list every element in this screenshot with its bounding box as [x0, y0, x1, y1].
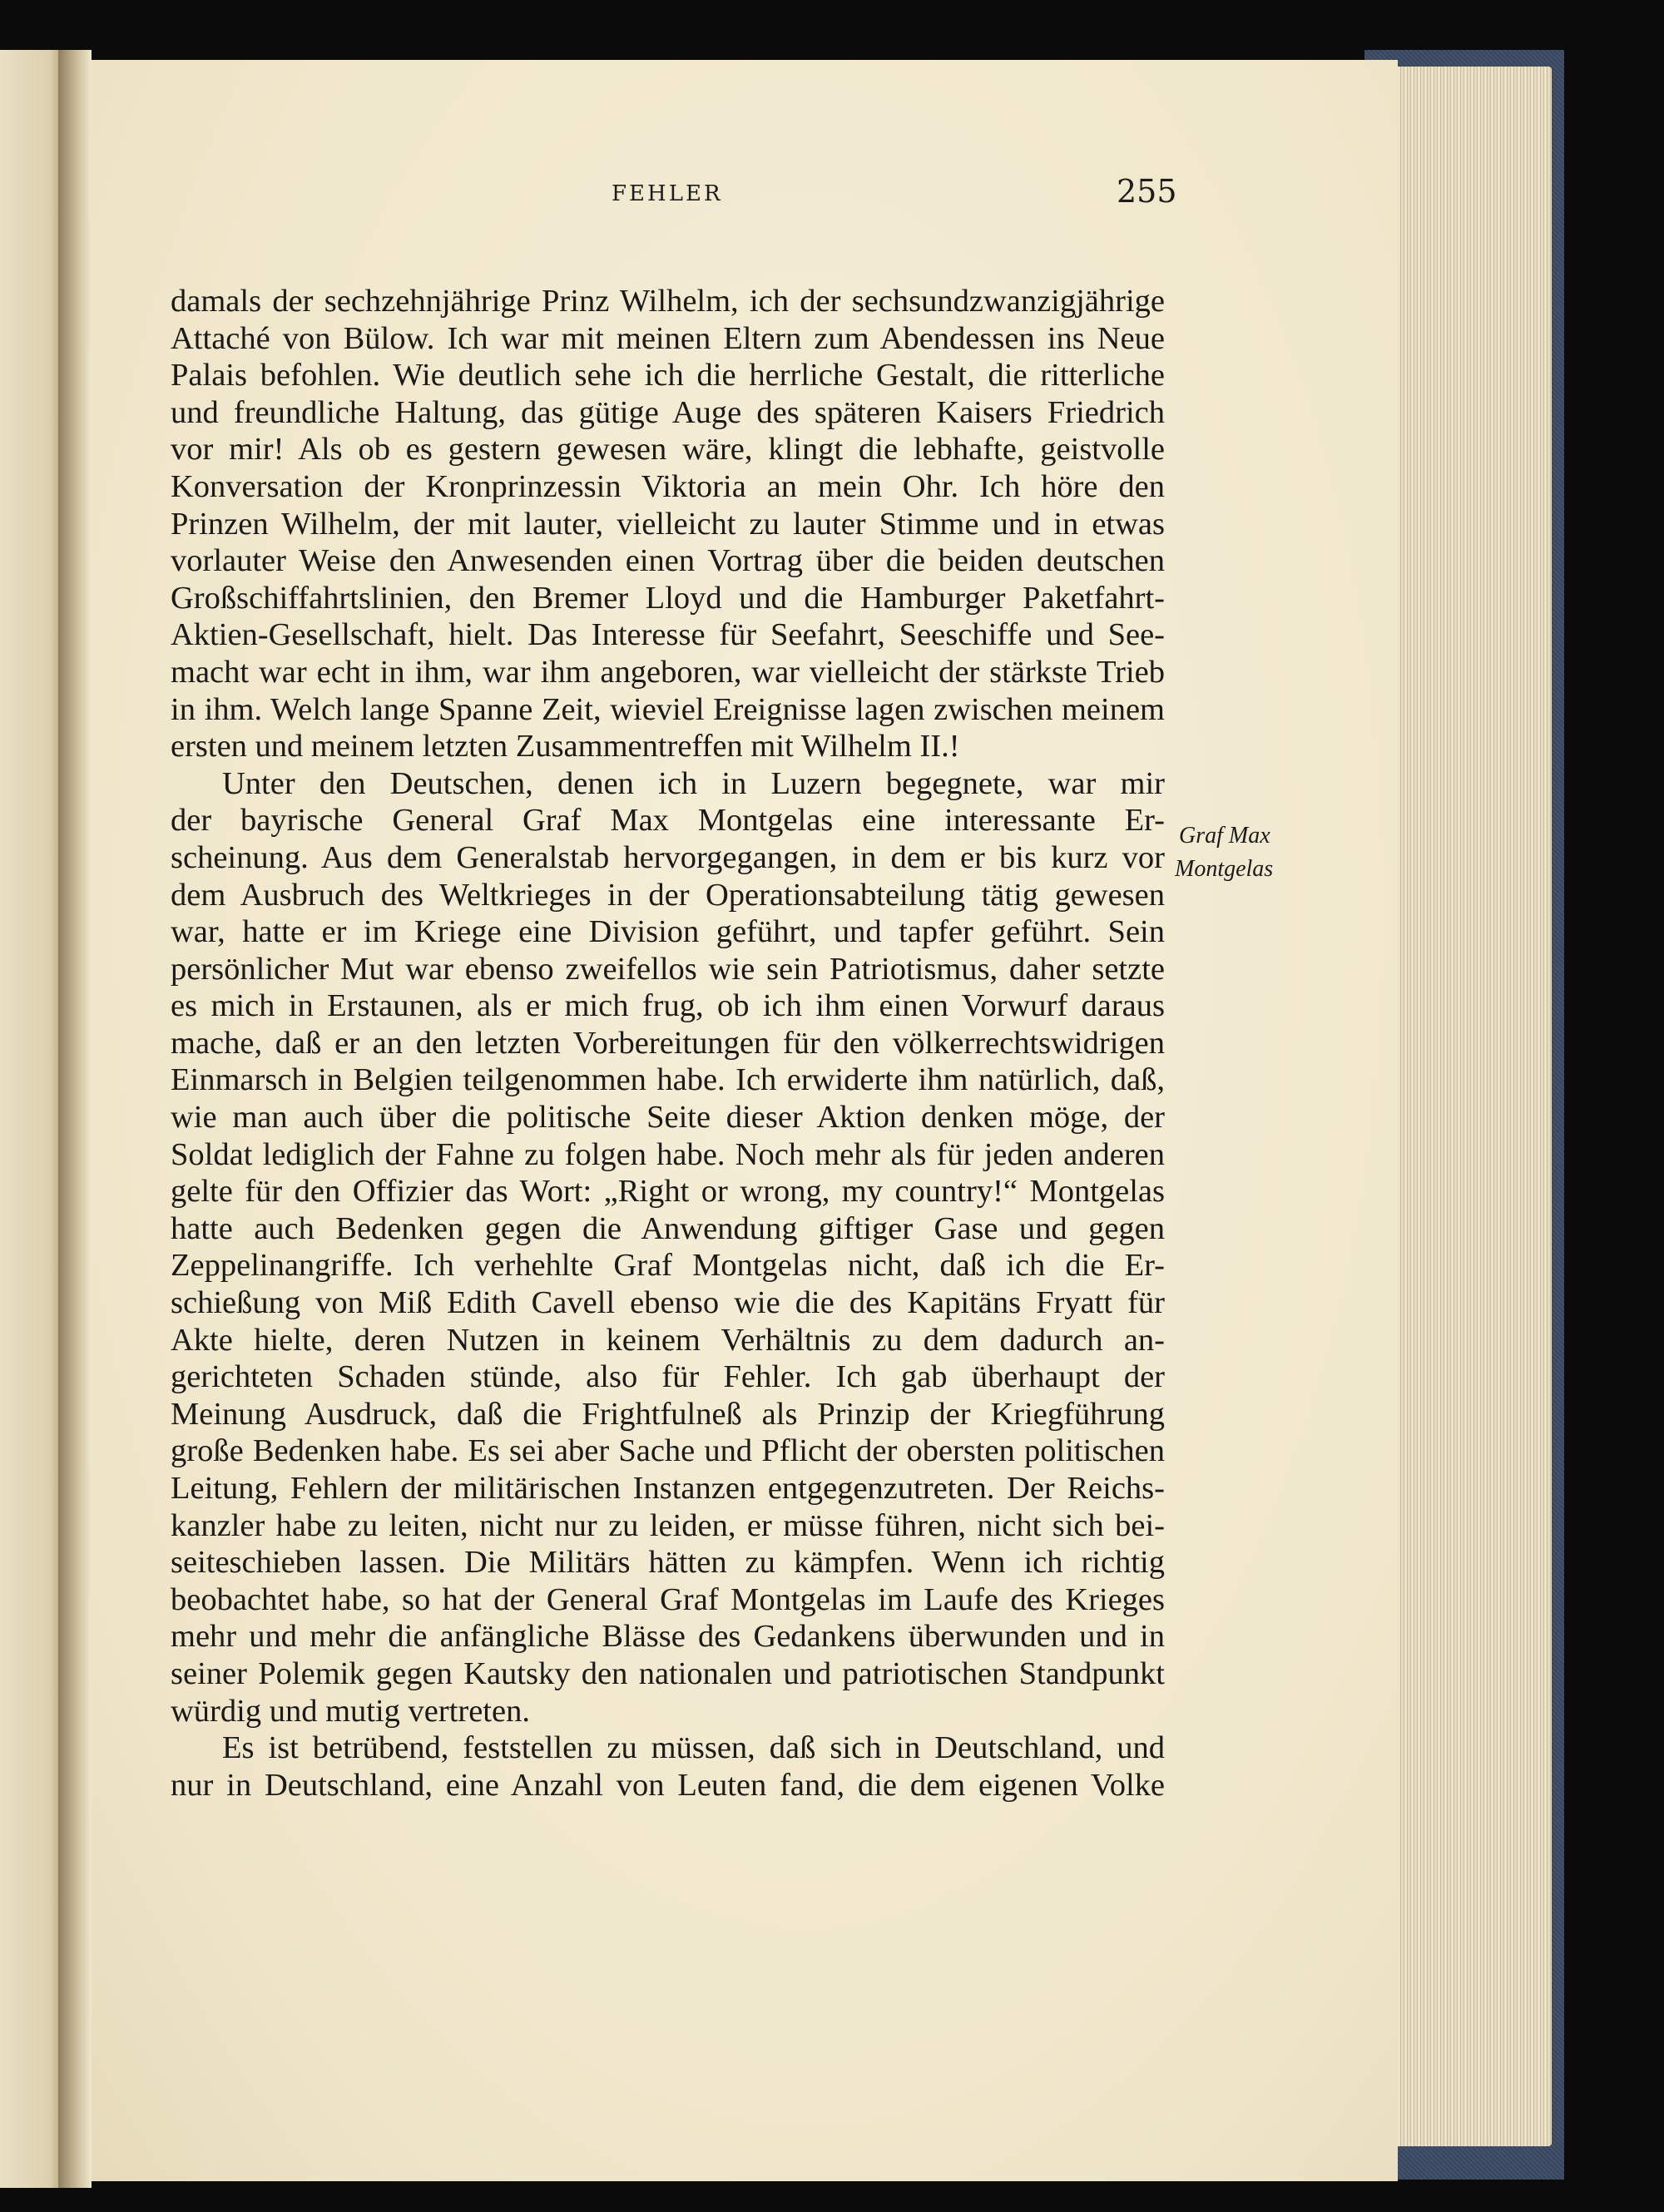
text-line: Leitung, Fehlern der militärischen Instanzen entgegenzutreten. Der Reichs-: [171, 1471, 1165, 1506]
text-line: wie man auch über die politische Seite dieser Aktion denken möge, der: [171, 1100, 1165, 1136]
text-line: Aktien-Gesellschaft, hielt. Das Interesse für Seefahrt, Seeschiffe und See-: [171, 617, 1165, 653]
text-line: damals der sechzehnjährige Prinz Wilhelm, ich der sechsundzwanzigjährige: [171, 284, 1165, 319]
text-line: Einmarsch in Belgien teilgenommen habe. Ich erwiderte ihm natürlich, daß,: [171, 1062, 1165, 1098]
text-line: Soldat lediglich der Fahne zu folgen habe. Noch mehr als für jeden anderen: [171, 1136, 1165, 1172]
text-line: schießung von Miß Edith Cavell ebenso wie die des Kapitäns Fryatt für: [171, 1285, 1165, 1321]
text-line: Es ist betrübend, feststellen zu müssen, daß sich in Deutschland, und: [222, 1730, 1165, 1766]
page-number: 255: [1117, 173, 1177, 210]
text-line: seiteschieben lassen. Die Militärs hätten zu kämpfen. Wenn ich richtig: [171, 1545, 1165, 1581]
text-line: Großschiffahrtslinien, den Bremer Lloyd und die Hamburger Paketfahrt-: [171, 580, 1165, 616]
text-line: es mich in Erstaunen, als er mich frug, ob ich ihm einen Vorwurf daraus: [171, 988, 1165, 1024]
margin-note-line: Montgelas: [1175, 856, 1274, 882]
text-line: Akte hielte, deren Nutzen in keinem Verhältnis zu dem dadurch an-: [171, 1322, 1165, 1358]
text-line: Palais befohlen. Wie deutlich sehe ich die herrliche Gestalt, die ritterliche: [171, 358, 1165, 393]
text-line: ersten und meinem letzten Zusammentreffen mit Wilhelm II.!: [171, 729, 960, 765]
text-line: hatte auch Bedenken gegen die Anwendung giftiger Gase und gegen: [171, 1210, 1165, 1246]
text-line: Prinzen Wilhelm, der mit lauter, vielleicht zu lauter Stimme und in etwas: [171, 506, 1165, 542]
text-line: große Bedenken habe. Es sei aber Sache und Pflicht der obersten politischen: [171, 1433, 1165, 1469]
book-gutter: [58, 50, 92, 2188]
text-line: war, hatte er im Kriege eine Division geführt, und tapfer geführt. Sein: [171, 914, 1165, 950]
body-text: [171, 283, 1165, 1804]
text-line: persönlicher Mut war ebenso zweifellos wie sein Patriotismus, daher setzte: [171, 951, 1165, 987]
text-line: der bayrische General Graf Max Montgelas eine interessante Er-: [171, 803, 1165, 839]
text-line: Attaché von Bülow. Ich war mit meinen Eltern zum Abendessen ins Neue: [171, 320, 1165, 356]
text-line: Zeppelinangriffe. Ich verhehlte Graf Montgelas nicht, daß ich die Er-: [171, 1248, 1165, 1284]
running-title: FEHLER: [612, 181, 723, 206]
text-line: gerichteten Schaden stünde, also für Fehler. Ich gab überhaupt der: [171, 1359, 1165, 1395]
margin-note-line: Graf Max: [1179, 823, 1270, 849]
text-line: vor mir! Als ob es gestern gewesen wäre, klingt die lebhafte, geistvolle: [171, 432, 1165, 468]
text-line: mache, daß er an den letzten Vorbereitungen für den völkerrechtswidrigen: [171, 1025, 1165, 1061]
text-line: dem Ausbruch des Weltkrieges in der Operationsabteilung tätig gewesen: [171, 877, 1165, 913]
text-line: mehr und mehr die anfängliche Blässe des Gedankens überwunden und in: [171, 1619, 1165, 1655]
text-line: und freundliche Haltung, das gütige Auge des späteren Kaisers Friedrich: [171, 394, 1165, 430]
text-line: nur in Deutschland, eine Anzahl von Leuten fand, die dem eigenen Volke: [171, 1767, 1165, 1803]
text-line: seiner Polemik gegen Kautsky den nationalen und patriotischen Standpunkt: [171, 1655, 1165, 1691]
text-line: in ihm. Welch lange Spanne Zeit, wieviel Ereignisse lagen zwischen meinem: [171, 691, 1165, 727]
text-line: würdig und mutig vertreten.: [171, 1693, 530, 1729]
text-line: kanzler habe zu leiten, nicht nur zu leiden, er müsse führen, nicht sich bei-: [171, 1507, 1165, 1543]
text-line: vorlauter Weise den Anwesenden einen Vortrag über die beiden deutschen: [171, 543, 1165, 579]
text-line: gelte für den Offizier das Wort: „Right or wrong, my country!“ Montgelas: [171, 1174, 1165, 1210]
text-line: beobachtet habe, so hat der General Graf Montgelas im Laufe des Krieges: [171, 1581, 1165, 1617]
running-head: [83, 171, 1398, 221]
margin-note: [1175, 819, 1273, 886]
text-line: scheinung. Aus dem Generalstab hervorgegangen, in dem er bis kurz vor: [171, 839, 1165, 875]
facing-page: [0, 50, 62, 2188]
text-line: Unter den Deutschen, denen ich in Luzern begegnete, war mir: [222, 765, 1165, 801]
text-line: Meinung Ausdruck, daß die Frightfulneß als Prinzip der Kriegführung: [171, 1396, 1165, 1432]
text-line: macht war echt in ihm, war ihm angeboren, war vielleicht der stärkste Trieb: [171, 654, 1165, 690]
text-line: Konversation der Kronprinzessin Viktoria an mein Ohr. Ich höre den: [171, 468, 1165, 504]
page-edges: [1381, 67, 1552, 2146]
